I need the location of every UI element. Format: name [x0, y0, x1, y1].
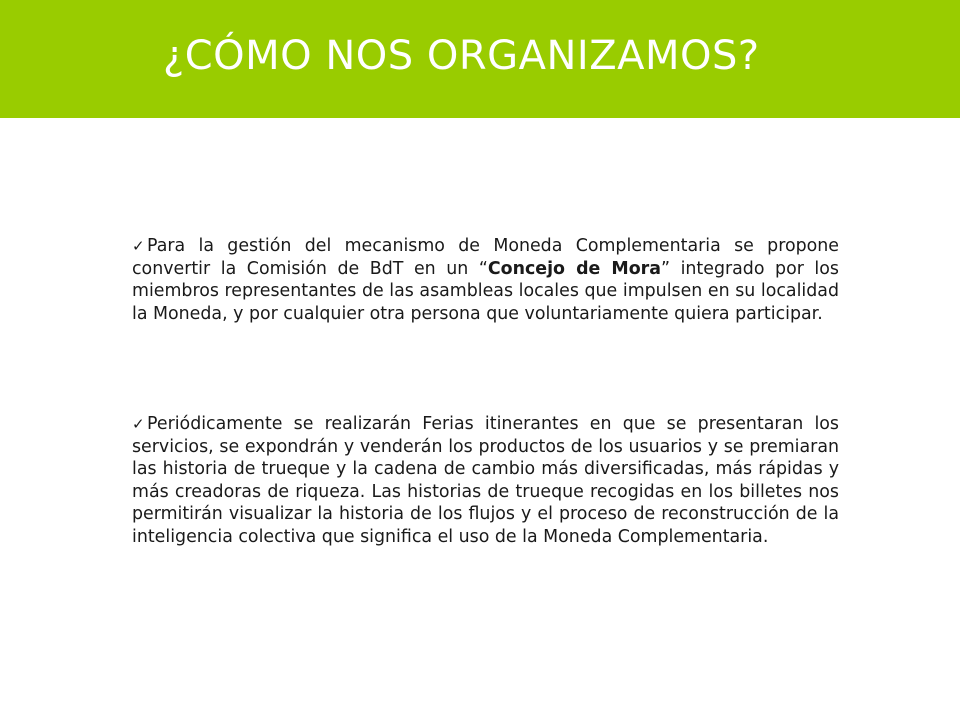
paragraph-text [132, 413, 839, 549]
checkmark-icon: ✓ [132, 237, 145, 255]
paragraph-1-before: Para la gestión del mecanismo de Moneda Complementaria se propone convertir la Comisión de BdT en un “ [132, 236, 839, 279]
slide-title: ¿CÓMO NOS ORGANIZAMOS? [163, 33, 760, 79]
bullet-paragraph-1 [132, 235, 839, 325]
concejo-de-mora-term: Concejo de Mora [487, 258, 661, 279]
paragraph-2-text: Periódicamente se realizarán Ferias itinerantes en que se presentaran los servicios, se expondrán y venderán los productos de los usuarios y se premiaran las historia de trueque y la cadena de cambio más diversificadas, más rápidas y más creadoras de riqueza. Las historias de trueque recogidas en los billetes nos permitirán visualizar la historia de los flujos y el proceso de reconstrucción de la inteligencia colectiva que significa el uso de la Moneda Complementaria. [132, 414, 839, 547]
title-bar [0, 0, 960, 118]
bullet-paragraph-2 [132, 413, 839, 549]
paragraph-1-after: ” integrado por los miembros representantes de las asambleas locales que impulsen en su localidad la Moneda, y por cualquier otra persona que voluntariamente quiera participar. [132, 258, 839, 324]
checkmark-icon: ✓ [132, 415, 145, 433]
paragraph-text [132, 235, 839, 325]
